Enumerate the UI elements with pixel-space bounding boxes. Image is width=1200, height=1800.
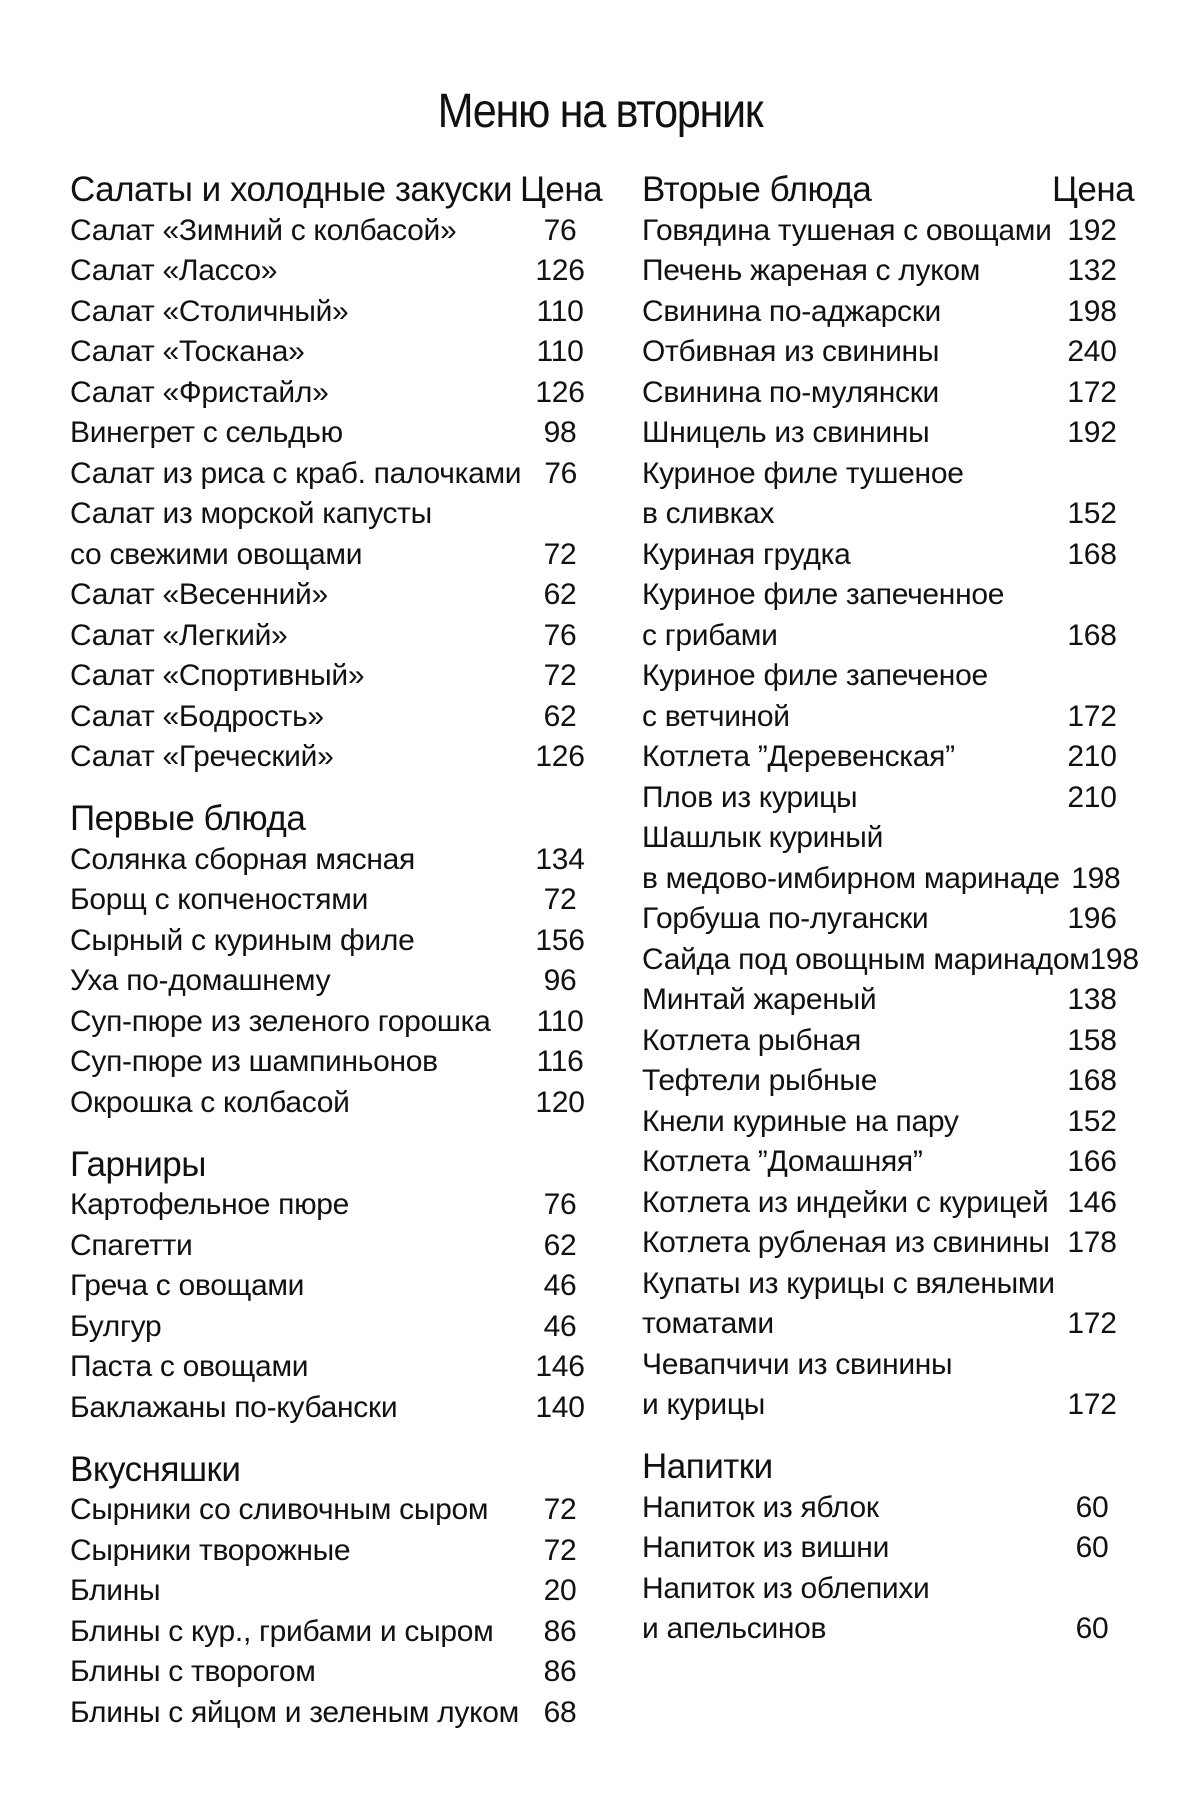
dish-price: 132	[1067, 254, 1117, 287]
dish-name: Суп-пюре из зеленого горошка	[70, 1004, 491, 1038]
dish-name: Свинина по-мулянски	[642, 375, 939, 409]
dish-name: и курицы	[642, 1388, 766, 1421]
menu-item	[642, 899, 1132, 940]
menu-item	[642, 939, 1139, 980]
dish-name: Салат «Тоскана»	[70, 335, 305, 368]
dish-price: 126	[535, 254, 585, 287]
menu-item	[70, 737, 600, 778]
dish-name: Шашлык куриный	[642, 821, 884, 854]
menu-item	[642, 737, 1132, 778]
dish-price: 152	[1067, 497, 1117, 530]
dish-price: 116	[536, 1045, 584, 1078]
menu-item	[642, 1142, 1132, 1183]
section-title: Салаты и холодные закуски	[70, 170, 513, 209]
dish-price: 120	[535, 1085, 585, 1119]
dish-price: 210	[1067, 780, 1117, 814]
dish-name: Уха по-домашнему	[70, 964, 331, 997]
menu-item	[70, 880, 600, 921]
section-header	[70, 1448, 600, 1490]
dish-name: Шницель из свинины	[642, 416, 930, 449]
dish-name: Булгур	[70, 1309, 162, 1343]
menu-item	[642, 696, 1132, 737]
dish-name: с ветчиной	[642, 699, 790, 733]
dish-name: в сливках	[642, 497, 775, 530]
dish-price: 156	[535, 923, 585, 957]
menu-item	[70, 1306, 600, 1347]
menu-section	[642, 1445, 1132, 1649]
menu-item	[70, 1490, 600, 1531]
dish-name: Спагетти	[70, 1228, 193, 1262]
section-header	[70, 797, 600, 839]
menu-item	[642, 372, 1132, 413]
menu-item	[70, 615, 600, 656]
menu-item	[642, 656, 1132, 697]
dish-name: Куриное филе запеченое	[642, 659, 988, 692]
menu-item	[70, 534, 600, 575]
dish-name: Котлета рыбная	[642, 1023, 861, 1057]
menu-item	[642, 1609, 1132, 1650]
dish-name: Паста с овощами	[70, 1350, 309, 1383]
dish-price: 192	[1067, 213, 1117, 247]
dish-name: Салат «Легкий»	[70, 618, 288, 652]
dish-price: 210	[1067, 740, 1117, 773]
dish-price: 198	[1067, 294, 1117, 328]
dish-name: в медово-имбирном маринаде	[642, 861, 1060, 895]
page-title: Меню на вторник	[437, 85, 763, 138]
dish-price: 172	[1067, 1307, 1117, 1340]
dish-name: Салат «Весенний»	[70, 578, 328, 611]
section-title: Вторые блюда	[642, 170, 872, 209]
dish-price: 126	[535, 375, 585, 409]
menu-item	[70, 1652, 600, 1693]
dish-price: 196	[1067, 902, 1117, 935]
dish-price: 60	[1075, 1490, 1109, 1524]
menu-item	[70, 696, 600, 737]
menu-item	[642, 494, 1132, 535]
dish-price: 76	[543, 213, 577, 247]
dish-name: Свинина по-аджарски	[642, 294, 942, 328]
menu-item	[70, 1611, 600, 1652]
dish-name: Греча с овощами	[70, 1269, 305, 1302]
dish-price: 86	[543, 1655, 577, 1688]
dish-price: 62	[543, 699, 577, 733]
dish-name: Куриное филе тушеное	[642, 456, 964, 490]
dish-price: 72	[543, 659, 577, 692]
dish-price: 46	[543, 1269, 577, 1302]
menu-item	[642, 1182, 1132, 1223]
dish-price: 60	[1075, 1531, 1109, 1564]
menu-item	[642, 1528, 1132, 1569]
price-column-header: Цена	[520, 170, 603, 209]
dish-name: Блины	[70, 1574, 161, 1607]
dish-price: 98	[543, 416, 577, 449]
dish-price: 126	[535, 740, 585, 773]
menu-item	[70, 1042, 600, 1083]
menu-item	[642, 291, 1132, 332]
dish-name: Сайда под овощным маринадом	[642, 942, 1090, 976]
menu-item	[70, 453, 600, 494]
right-column	[642, 168, 1139, 1669]
dish-name: Салат «Спортивный»	[70, 659, 365, 692]
dish-price: 192	[1067, 416, 1117, 449]
dish-name: Напиток из вишни	[642, 1531, 890, 1564]
dish-price: 76	[543, 618, 577, 652]
dish-name: Говядина тушеная с овощами	[642, 213, 1052, 247]
dish-name: и апельсинов	[642, 1612, 827, 1645]
dish-price: 86	[543, 1614, 577, 1648]
dish-name: Сырный с куриным филе	[70, 923, 415, 957]
dish-name: Куриная грудка	[642, 537, 851, 571]
dish-price: 72	[543, 1533, 577, 1567]
menu-item	[70, 839, 600, 880]
dish-name: Салат из морской капусты	[70, 497, 432, 530]
dish-name: Окрошка с колбасой	[70, 1085, 350, 1119]
menu-item	[70, 656, 600, 697]
dish-name: Картофельное пюре	[70, 1188, 350, 1221]
dish-name: Баклажаны по-кубански	[70, 1390, 398, 1424]
dish-name: томатами	[642, 1307, 774, 1340]
dish-price: 178	[1067, 1226, 1117, 1259]
dish-price: 152	[1067, 1104, 1117, 1138]
dish-price: 96	[543, 964, 577, 997]
menu-item	[70, 575, 600, 616]
dish-price: 172	[1067, 699, 1117, 733]
menu-item	[642, 1568, 1132, 1609]
dish-name: Блины с творогом	[70, 1655, 316, 1688]
dish-name: Отбивная из свинины	[642, 335, 940, 368]
dish-price: 110	[536, 1004, 584, 1038]
menu-item	[70, 961, 600, 1002]
dish-name: Солянка сборная мясная	[70, 842, 415, 876]
dish-name: Тефтели рыбные	[642, 1064, 878, 1097]
dish-name: Котлета из индейки с курицей	[642, 1185, 1049, 1219]
menu-item	[70, 1530, 600, 1571]
menu-item	[642, 615, 1132, 656]
dish-price: 172	[1067, 1388, 1117, 1421]
dish-name: Чевапчичи из свинины	[642, 1347, 953, 1381]
dish-price: 72	[543, 1493, 577, 1526]
menu-item	[642, 858, 1132, 899]
price-column-header: Цена	[1052, 170, 1135, 209]
dish-name: Сырники творожные	[70, 1533, 351, 1567]
menu-item	[70, 1387, 600, 1428]
dish-name: с грибами	[642, 618, 778, 652]
dish-name: Борщ с копченостями	[70, 883, 369, 916]
dish-price: 72	[543, 537, 577, 571]
section-title: Первые блюда	[70, 799, 306, 838]
menu-item	[642, 1223, 1132, 1264]
dish-name: Блины с кур., грибами и сыром	[70, 1614, 494, 1648]
menu-section	[70, 168, 603, 777]
menu-item	[70, 291, 600, 332]
dish-price: 110	[536, 294, 584, 328]
dish-name: Салат «Бодрость»	[70, 699, 324, 733]
menu-item	[642, 332, 1132, 373]
menu-item	[70, 251, 600, 292]
dish-name: со свежими овощами	[70, 537, 363, 571]
menu-section	[70, 1448, 600, 1733]
menu-item	[70, 372, 600, 413]
section-title: Вкусняшки	[70, 1449, 241, 1489]
dish-price: 140	[535, 1390, 585, 1424]
menu-item	[642, 413, 1132, 454]
dish-name: Купаты из курицы с вялеными	[642, 1266, 1055, 1300]
dish-price: 158	[1067, 1023, 1117, 1057]
menu-item	[70, 494, 600, 535]
dish-name: Котлета рубленая из свинины	[642, 1226, 1050, 1259]
dish-price: 168	[1067, 537, 1117, 571]
dish-name: Сырники со сливочным сыром	[70, 1493, 489, 1526]
menu-item	[642, 453, 1132, 494]
dish-price: 62	[543, 578, 577, 611]
section-header	[642, 168, 1135, 210]
menu-item	[70, 1266, 600, 1307]
dish-price: 198	[1071, 861, 1121, 895]
dish-name: Суп-пюре из шампиньонов	[70, 1045, 438, 1078]
dish-name: Печень жареная с луком	[642, 254, 981, 287]
menu-item	[642, 251, 1132, 292]
menu-item	[642, 210, 1132, 251]
menu-item	[642, 980, 1132, 1021]
dish-name: Плов из курицы	[642, 780, 858, 814]
menu-item	[642, 575, 1132, 616]
dish-name: Салат «Фристайл»	[70, 375, 329, 409]
section-header	[642, 1445, 1132, 1487]
dish-name: Салат «Греческий»	[70, 740, 334, 773]
menu-item	[70, 1001, 600, 1042]
menu-item	[70, 1185, 600, 1226]
dish-price: 146	[535, 1350, 585, 1383]
dish-name: Салат «Зимний с колбасой»	[70, 213, 457, 247]
dish-price: 76	[543, 1188, 577, 1221]
section-title: Напитки	[642, 1447, 773, 1486]
dish-price: 134	[535, 842, 585, 876]
dish-price: 60	[1075, 1612, 1109, 1645]
dish-name: Салат «Столичный»	[70, 294, 349, 328]
dish-price: 168	[1067, 618, 1117, 652]
dish-name: Куриное филе запеченное	[642, 578, 1005, 611]
dish-price: 20	[543, 1574, 577, 1607]
dish-price: 172	[1067, 375, 1117, 409]
left-column	[70, 168, 603, 1753]
dish-price: 110	[536, 335, 584, 368]
dish-name: Напиток из облепихи	[642, 1571, 930, 1605]
dish-price: 166	[1067, 1145, 1117, 1178]
menu-item	[70, 1692, 600, 1733]
menu-section	[70, 797, 600, 1123]
dish-price: 62	[543, 1228, 577, 1262]
menu-item	[70, 920, 600, 961]
menu-item	[642, 1020, 1132, 1061]
dish-price: 72	[543, 883, 577, 916]
section-title: Гарниры	[70, 1144, 206, 1184]
menu-item	[70, 1225, 600, 1266]
dish-price: 240	[1067, 335, 1117, 368]
dish-price: 46	[543, 1309, 577, 1343]
menu-item	[642, 1304, 1132, 1345]
menu-item	[642, 534, 1132, 575]
menu-item	[70, 332, 600, 373]
menu-item	[642, 1061, 1132, 1102]
menu-item	[642, 1101, 1132, 1142]
dish-price: 138	[1067, 983, 1117, 1016]
dish-name: Салат из риса с краб. палочками	[70, 456, 522, 490]
menu-item	[642, 1344, 1132, 1385]
dish-name: Салат «Лассо»	[70, 254, 278, 287]
dish-price: 76	[544, 456, 578, 490]
dish-price: 168	[1067, 1064, 1117, 1097]
dish-name: Горбуша по-лугански	[642, 902, 929, 935]
dish-name: Напиток из яблок	[642, 1490, 879, 1524]
menu-item	[642, 1263, 1132, 1304]
dish-price: 198	[1089, 942, 1139, 976]
menu-item	[642, 1385, 1132, 1426]
dish-name: Блины с яйцом и зеленым луком	[70, 1695, 519, 1729]
menu-section	[642, 168, 1139, 1425]
menu-item	[642, 777, 1132, 818]
dish-price: 68	[543, 1695, 577, 1729]
dish-name: Котлета ”Деревенская”	[642, 740, 955, 773]
dish-name: Котлета ”Домашняя”	[642, 1145, 923, 1178]
menu-item	[70, 413, 600, 454]
dish-price: 146	[1067, 1185, 1117, 1219]
menu-item	[70, 1347, 600, 1388]
section-header	[70, 168, 603, 210]
menu-item	[70, 210, 600, 251]
dish-name: Винегрет с сельдью	[70, 416, 343, 449]
menu-item	[642, 818, 1132, 859]
section-header	[70, 1143, 600, 1185]
dish-name: Минтай жареный	[642, 983, 877, 1016]
menu-item	[642, 1487, 1132, 1528]
dish-name: Кнели куриные на пару	[642, 1104, 959, 1138]
menu-item	[70, 1571, 600, 1612]
menu-item	[70, 1082, 600, 1123]
menu-section	[70, 1143, 600, 1428]
